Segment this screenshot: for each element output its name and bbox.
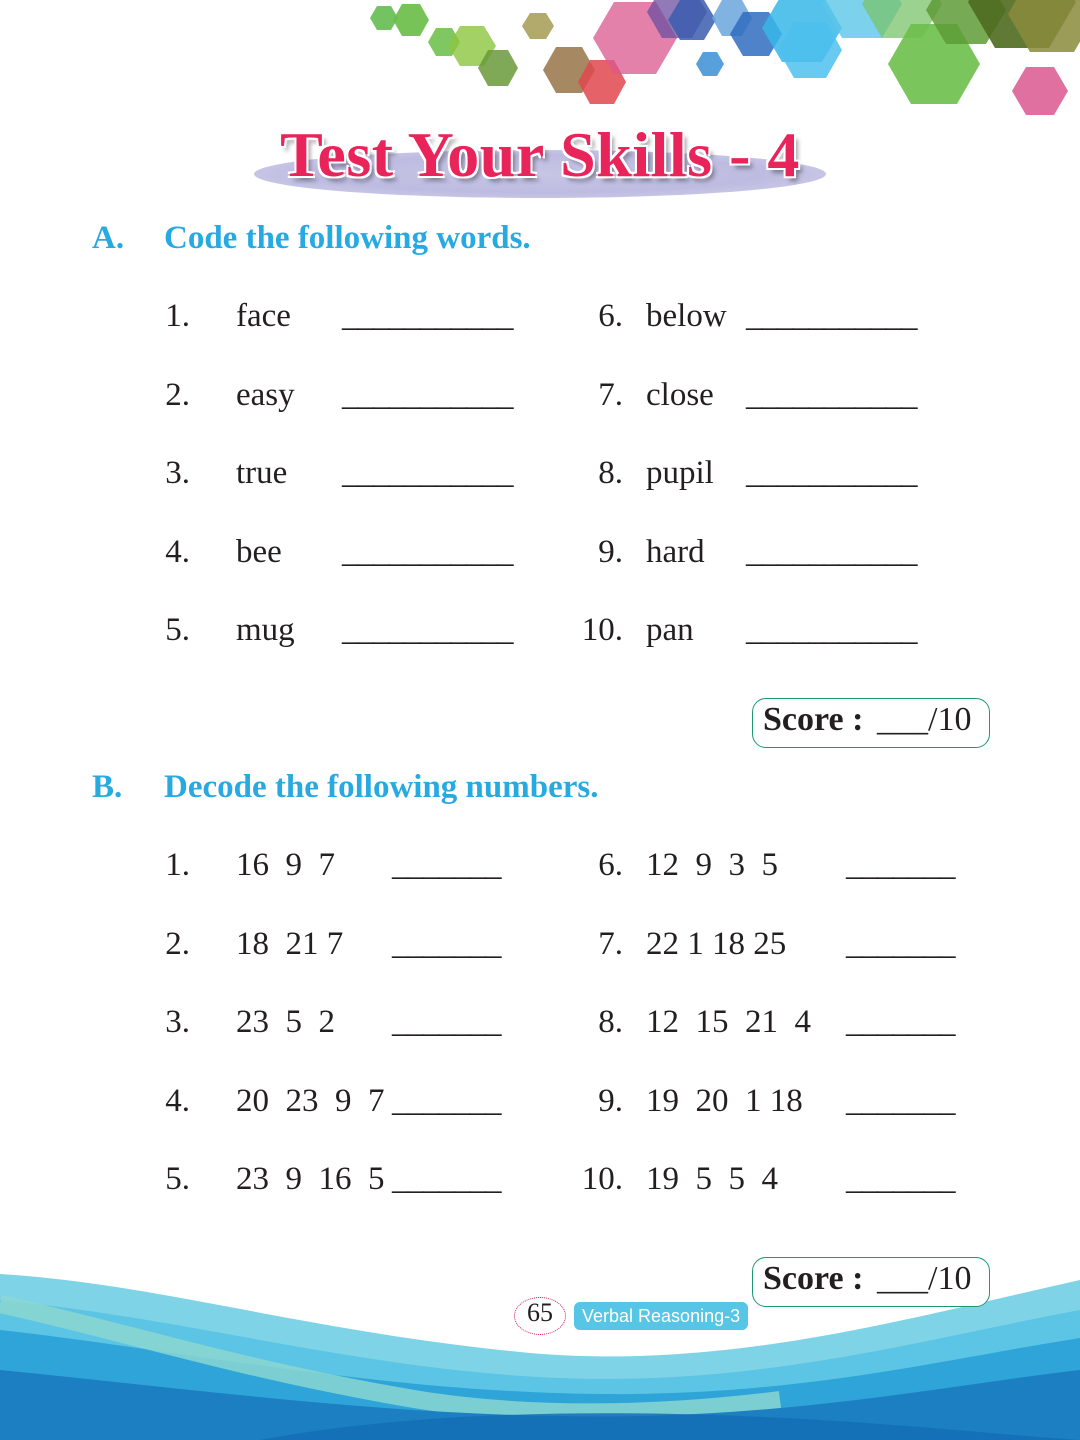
item-text: face <box>236 298 291 334</box>
item-number: 2. <box>165 925 190 962</box>
item-text: 19 5 5 4 <box>646 1161 778 1197</box>
page-title: Test Your Skills - 4 <box>280 119 800 190</box>
answer-blank[interactable]: ___________ <box>342 533 513 570</box>
item-number: 8. <box>598 1004 623 1040</box>
book-title-badge: Verbal Reasoning-3 <box>574 1302 748 1330</box>
item-text: pupil <box>646 455 714 491</box>
item-number: 1. <box>165 847 190 883</box>
item-text: 22 1 18 25 <box>646 925 787 962</box>
item-number: 4. <box>165 1082 190 1119</box>
item-number: 4. <box>165 533 190 570</box>
item-number: 10. <box>581 1161 623 1197</box>
item-number: 7. <box>598 376 623 413</box>
answer-blank[interactable]: _______ <box>846 925 955 962</box>
item-number: 6. <box>598 298 623 334</box>
item-text: below <box>646 298 727 334</box>
answer-blank[interactable]: _______ <box>392 1161 501 1197</box>
score-field[interactable]: ___/10 <box>877 701 972 738</box>
answer-blank[interactable]: ___________ <box>342 298 513 334</box>
item-text: bee <box>236 533 282 570</box>
item-text: hard <box>646 533 705 570</box>
page-number-badge <box>514 1297 566 1335</box>
item-number: 5. <box>165 1161 190 1197</box>
answer-blank[interactable]: ___________ <box>342 612 513 648</box>
item-text: 19 20 1 18 <box>646 1082 803 1119</box>
item-number: 8. <box>598 455 623 491</box>
item-text: mug <box>236 612 295 648</box>
answer-blank[interactable]: _______ <box>846 847 955 883</box>
item-number: 1. <box>165 298 190 334</box>
answer-blank[interactable]: ___________ <box>746 533 917 570</box>
answer-blank[interactable]: ___________ <box>746 376 917 413</box>
answer-blank[interactable]: _______ <box>392 1004 501 1040</box>
item-text: easy <box>236 376 295 413</box>
item-number: 2. <box>165 376 190 413</box>
section-a-heading: Code the following words. <box>164 220 531 256</box>
item-number: 10. <box>581 612 623 648</box>
item-text: 16 9 7 <box>236 847 335 883</box>
item-text: true <box>236 455 288 491</box>
answer-blank[interactable]: _______ <box>392 1082 501 1119</box>
item-text: pan <box>646 612 694 648</box>
section-b-letter: B. <box>92 769 123 805</box>
item-number: 9. <box>598 533 623 570</box>
item-text: 18 21 7 <box>236 925 344 962</box>
item-text: close <box>646 376 714 413</box>
section-a-score-box <box>752 698 990 748</box>
answer-blank[interactable]: _______ <box>392 847 501 883</box>
score-label: Score : <box>763 1260 864 1297</box>
item-text: 23 9 16 5 <box>236 1161 385 1197</box>
answer-blank[interactable]: ___________ <box>342 376 513 413</box>
item-number: 5. <box>165 612 190 648</box>
section-b-heading: Decode the following numbers. <box>164 769 599 805</box>
section-b-score-box <box>752 1257 990 1307</box>
item-number: 3. <box>165 1004 190 1040</box>
item-number: 6. <box>598 847 623 883</box>
section-a-letter: A. <box>92 220 125 256</box>
answer-blank[interactable]: ___________ <box>746 612 917 648</box>
item-number: 3. <box>165 455 190 491</box>
score-field[interactable]: ___/10 <box>877 1260 972 1297</box>
item-text: 20 23 9 7 <box>236 1082 385 1119</box>
item-text: 23 5 2 <box>236 1004 335 1040</box>
score-label: Score : <box>763 701 864 738</box>
answer-blank[interactable]: _______ <box>846 1004 955 1040</box>
answer-blank[interactable]: ___________ <box>342 455 513 491</box>
item-number: 7. <box>598 925 623 962</box>
answer-blank[interactable]: ___________ <box>746 298 917 334</box>
page-number: 65 <box>527 1298 553 1327</box>
item-text: 12 15 21 4 <box>646 1004 811 1040</box>
answer-blank[interactable]: ___________ <box>746 455 917 491</box>
item-text: 12 9 3 5 <box>646 847 778 883</box>
hexagon-decoration <box>0 0 1080 130</box>
answer-blank[interactable]: _______ <box>392 925 501 962</box>
answer-blank[interactable]: _______ <box>846 1161 955 1197</box>
item-number: 9. <box>598 1082 623 1119</box>
answer-blank[interactable]: _______ <box>846 1082 955 1119</box>
